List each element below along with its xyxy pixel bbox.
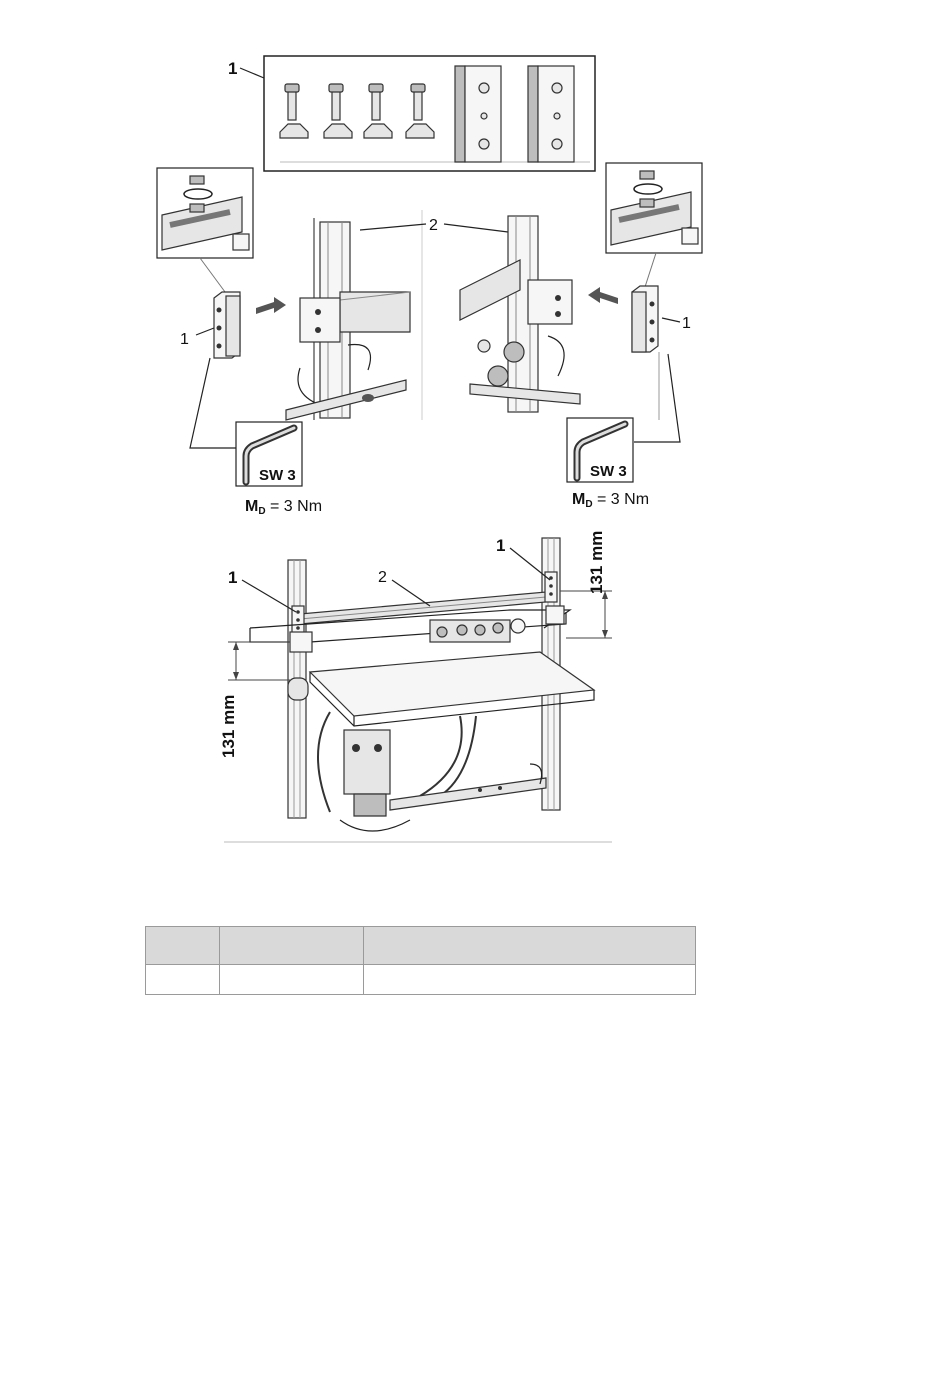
callout-beam: 2 <box>429 217 438 234</box>
left-hex-key-panel <box>236 422 302 486</box>
workbench-assembly-view <box>224 538 612 842</box>
bracket-plate-1 <box>455 66 501 162</box>
parts-kit-panel <box>264 56 595 171</box>
callout-right-bracket: 1 <box>682 315 691 332</box>
table-header-cell <box>146 927 220 965</box>
callout-kit: 1 <box>228 59 238 78</box>
table-cell <box>220 965 364 995</box>
torque-right: MD = 3 Nm <box>572 491 650 510</box>
table-row <box>146 965 696 995</box>
callout-bottom-beam: 2 <box>378 569 387 586</box>
left-bracket <box>214 292 240 358</box>
torque-left: MD = 3 Nm <box>245 498 323 517</box>
callout-left-bracket: 1 <box>180 331 189 348</box>
table-cell <box>146 965 220 995</box>
dimension-right: 131 mm <box>587 530 606 594</box>
table-header-cell <box>220 927 364 965</box>
table-header-cell <box>364 927 696 965</box>
right-column-view <box>460 216 580 412</box>
hex-key-size-right: SW 3 <box>590 463 627 480</box>
table-cell <box>364 965 696 995</box>
left-detail-inset <box>157 168 253 258</box>
table-header-row <box>146 927 696 965</box>
arrow-right-icon <box>588 287 618 304</box>
callout-bottom-right-bracket: 1 <box>496 536 506 555</box>
arrow-left-icon <box>256 297 286 314</box>
right-detail-inset <box>606 163 702 253</box>
right-bracket <box>632 286 658 352</box>
dimension-left: 131 mm <box>219 694 238 758</box>
right-hex-key-panel <box>567 418 633 482</box>
hex-key-size-left: SW 3 <box>259 467 296 484</box>
left-column-view <box>286 218 410 420</box>
info-table <box>145 926 696 995</box>
bracket-plate-2 <box>528 66 574 162</box>
callout-bottom-left-bracket: 1 <box>228 568 238 587</box>
